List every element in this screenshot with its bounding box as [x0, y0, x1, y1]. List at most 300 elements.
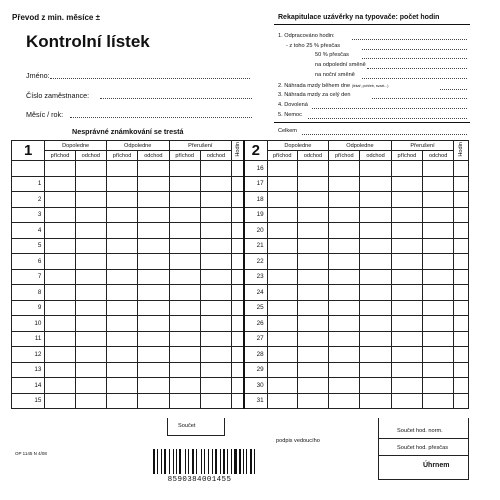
left-time-cell[interactable] [138, 161, 169, 177]
left-time-cell[interactable] [106, 362, 137, 378]
recap-item-daily-compensation-note: (lékař, pohřeb, svazt...) [351, 84, 389, 88]
right-time-cell[interactable] [329, 362, 360, 378]
right-time-cell[interactable] [391, 161, 422, 177]
right-time-cell[interactable] [360, 393, 391, 409]
right-time-cell[interactable] [267, 331, 297, 347]
barcode-bar [196, 449, 197, 474]
barcode-bar [223, 449, 225, 474]
right-time-cell[interactable] [391, 378, 422, 394]
left-time-cell[interactable] [138, 347, 169, 363]
right-time-cell[interactable] [360, 362, 391, 378]
sum-norm-label: Součet hod. norm. [397, 428, 443, 434]
left-time-cell[interactable] [106, 176, 137, 192]
left-time-cell[interactable] [75, 238, 106, 254]
right-day-number: 16 [244, 161, 267, 177]
right-time-cell[interactable] [267, 207, 297, 223]
left-hours-cell[interactable] [232, 223, 245, 239]
right-time-cell[interactable] [329, 285, 360, 301]
left-time-cell[interactable] [75, 378, 106, 394]
right-time-cell[interactable] [423, 269, 454, 285]
right-time-cell[interactable] [423, 161, 454, 177]
warning-text: Nesprávné známkování se trestá [72, 127, 184, 136]
barcode-bar [161, 449, 162, 474]
barcode-bar [227, 449, 228, 474]
left-time-cell[interactable] [169, 362, 200, 378]
left-time-cell[interactable] [45, 254, 75, 270]
left-time-cell[interactable] [169, 285, 200, 301]
totals-box [378, 418, 469, 480]
left-time-cell[interactable] [169, 316, 200, 332]
left-time-cell[interactable] [75, 176, 106, 192]
right-time-cell[interactable] [297, 285, 328, 301]
right-time-cell[interactable] [423, 331, 454, 347]
left-time-cell[interactable] [138, 238, 169, 254]
right-time-cell[interactable] [329, 269, 360, 285]
left-time-cell[interactable] [169, 223, 200, 239]
left-day-number: 7 [12, 269, 45, 285]
left-time-cell[interactable] [200, 161, 231, 177]
right-hours-cell[interactable] [454, 316, 469, 332]
left-time-cell[interactable] [106, 269, 137, 285]
left-time-cell[interactable] [75, 316, 106, 332]
right-time-cell[interactable] [391, 192, 422, 208]
right-hours-cell[interactable] [454, 238, 469, 254]
right-time-cell[interactable] [267, 254, 297, 270]
right-time-cell[interactable] [267, 393, 297, 409]
barcode-bar [234, 449, 237, 474]
barcode-bar [250, 449, 253, 474]
table-row [12, 269, 469, 285]
left-time-cell[interactable] [75, 347, 106, 363]
right-time-cell[interactable] [297, 161, 328, 177]
barcode-bar [188, 449, 189, 474]
right-time-cell[interactable] [329, 316, 360, 332]
left-time-cell[interactable] [200, 285, 231, 301]
table-row [12, 393, 469, 409]
supervisor-signature-label: podpis vedoucího [276, 438, 320, 444]
right-time-cell[interactable] [297, 347, 328, 363]
right-hours-cell[interactable] [454, 207, 469, 223]
right-time-cell[interactable] [391, 207, 422, 223]
right-time-cell[interactable] [423, 316, 454, 332]
right-hours-cell[interactable] [454, 362, 469, 378]
recap-field-overtime-25[interactable] [362, 49, 467, 50]
recap-field-afternoon[interactable] [367, 68, 467, 69]
left-time-cell[interactable] [106, 393, 137, 409]
left-time-cell[interactable] [138, 269, 169, 285]
left-hours-cell[interactable] [232, 300, 245, 316]
right-time-cell[interactable] [267, 362, 297, 378]
right-time-cell[interactable] [391, 269, 422, 285]
left-hours-cell[interactable] [232, 347, 245, 363]
left-time-cell[interactable] [138, 223, 169, 239]
left-time-cell[interactable] [138, 207, 169, 223]
recap-item-afternoon: na odpolední směně [315, 62, 366, 68]
right-time-cell[interactable] [360, 331, 391, 347]
left-time-cell[interactable] [200, 347, 231, 363]
left-time-cell[interactable] [169, 269, 200, 285]
table-row [12, 176, 469, 192]
left-time-cell[interactable] [45, 161, 75, 177]
recap-field-overtime-50[interactable] [362, 58, 467, 59]
right-time-cell[interactable] [297, 269, 328, 285]
left-day-number: 13 [12, 362, 45, 378]
right-hours-cell[interactable] [454, 378, 469, 394]
left-time-cell[interactable] [106, 238, 137, 254]
employee-number-field[interactable] [100, 98, 252, 99]
page-title: Kontrolní lístek [26, 32, 150, 51]
period-label: Měsíc / rok: [26, 110, 64, 119]
right-time-cell[interactable] [423, 285, 454, 301]
left-hours-cell[interactable] [232, 378, 245, 394]
right-time-cell[interactable] [360, 207, 391, 223]
right-time-cell[interactable] [267, 238, 297, 254]
left-time-cell[interactable] [75, 161, 106, 177]
barcode-bar [201, 449, 202, 474]
left-time-cell[interactable] [75, 362, 106, 378]
left-time-cell[interactable] [106, 300, 137, 316]
recap-title: Rekapitulace uzávěrky na typovače: počet hodin [278, 14, 440, 21]
barcode-bar [212, 449, 213, 474]
left-time-cell[interactable] [75, 207, 106, 223]
left-time-cell[interactable] [200, 393, 231, 409]
right-time-cell[interactable] [391, 316, 422, 332]
left-time-cell[interactable] [45, 362, 75, 378]
left-time-cell[interactable] [138, 362, 169, 378]
right-time-cell[interactable] [297, 393, 328, 409]
right-time-cell[interactable] [423, 176, 454, 192]
left-hours-cell[interactable] [232, 285, 245, 301]
sum-overtime-label: Součet hod. přesčas [397, 445, 448, 451]
left-hours-cell[interactable] [232, 393, 245, 409]
right-time-cell[interactable] [297, 300, 328, 316]
right-day-number: 19 [244, 207, 267, 223]
right-hours-cell[interactable] [454, 393, 469, 409]
left-time-cell[interactable] [200, 192, 231, 208]
right-time-cell[interactable] [297, 223, 328, 239]
left-time-cell[interactable] [45, 223, 75, 239]
right-time-cell[interactable] [297, 207, 328, 223]
right-morning-header: Dopoledne [267, 141, 329, 151]
left-time-cell[interactable] [106, 254, 137, 270]
right-time-cell[interactable] [423, 192, 454, 208]
table-row [12, 316, 469, 332]
left-time-cell[interactable] [75, 254, 106, 270]
left-time-cell[interactable] [200, 223, 231, 239]
right-time-cell[interactable] [360, 254, 391, 270]
left-time-cell[interactable] [106, 192, 137, 208]
right-time-cell[interactable] [423, 254, 454, 270]
left-hours-cell[interactable] [232, 207, 245, 223]
right-time-cell[interactable] [297, 378, 328, 394]
right-time-cell[interactable] [423, 300, 454, 316]
right-time-cell[interactable] [391, 300, 422, 316]
left-hours-cell[interactable] [232, 192, 245, 208]
recap-field-vacation[interactable] [312, 108, 467, 109]
right-time-cell[interactable] [267, 378, 297, 394]
left-time-cell[interactable] [138, 254, 169, 270]
left-time-cell[interactable] [45, 285, 75, 301]
left-time-cell[interactable] [138, 192, 169, 208]
left-time-cell[interactable] [169, 347, 200, 363]
recap-field-daily-compensation[interactable] [440, 89, 467, 90]
right-time-cell[interactable] [329, 176, 360, 192]
left-time-cell[interactable] [106, 378, 137, 394]
table-row [12, 223, 469, 239]
period-field[interactable] [70, 117, 252, 118]
right-time-cell[interactable] [297, 238, 328, 254]
sum-box[interactable] [167, 418, 225, 436]
right-time-cell[interactable] [391, 223, 422, 239]
left-time-cell[interactable] [200, 207, 231, 223]
right-day-number: 18 [244, 192, 267, 208]
left-time-cell[interactable] [75, 331, 106, 347]
left-break-header: Přerušení [169, 141, 232, 151]
right-time-cell[interactable] [360, 161, 391, 177]
left-time-cell[interactable] [45, 207, 75, 223]
recap-field-fullday-compensation[interactable] [372, 98, 467, 99]
grand-total-label: Úhrnem [423, 462, 450, 469]
right-time-cell[interactable] [329, 161, 360, 177]
left-time-cell[interactable] [106, 331, 137, 347]
right-time-cell[interactable] [360, 238, 391, 254]
left-time-cell[interactable] [45, 316, 75, 332]
right-day-number: 28 [244, 347, 267, 363]
left-time-cell[interactable] [75, 269, 106, 285]
left-time-cell[interactable] [200, 362, 231, 378]
right-time-cell[interactable] [391, 254, 422, 270]
left-time-cell[interactable] [45, 378, 75, 394]
left-time-cell[interactable] [200, 331, 231, 347]
totals-divider-2 [379, 455, 468, 456]
right-hours-header: Hodin [454, 141, 469, 161]
recap-item-fullday-compensation: 3. Náhrada mzdy za celý den [278, 92, 351, 98]
right-day-number: 26 [244, 316, 267, 332]
right-time-cell[interactable] [391, 331, 422, 347]
left-time-cell[interactable] [200, 254, 231, 270]
recap-field-night[interactable] [362, 78, 467, 79]
left-hours-cell[interactable] [232, 176, 245, 192]
left-time-cell[interactable] [169, 176, 200, 192]
left-time-cell[interactable] [45, 176, 75, 192]
left-time-cell[interactable] [169, 331, 200, 347]
left-hours-cell[interactable] [232, 238, 245, 254]
left-time-cell[interactable] [106, 347, 137, 363]
right-time-cell[interactable] [391, 176, 422, 192]
right-time-cell[interactable] [267, 176, 297, 192]
right-time-cell[interactable] [297, 362, 328, 378]
right-day-number: 31 [244, 393, 267, 409]
right-time-cell[interactable] [391, 238, 422, 254]
left-time-cell[interactable] [75, 192, 106, 208]
right-break-leave: odchod [423, 151, 454, 161]
left-time-cell[interactable] [169, 300, 200, 316]
right-time-cell[interactable] [391, 393, 422, 409]
left-time-cell[interactable] [75, 300, 106, 316]
right-time-cell[interactable] [423, 207, 454, 223]
left-time-cell[interactable] [106, 207, 137, 223]
right-time-cell[interactable] [360, 316, 391, 332]
right-time-cell[interactable] [423, 347, 454, 363]
barcode-bar [185, 449, 186, 474]
right-hours-cell[interactable] [454, 176, 469, 192]
right-time-cell[interactable] [267, 316, 297, 332]
left-time-cell[interactable] [169, 254, 200, 270]
right-time-cell[interactable] [329, 207, 360, 223]
right-time-cell[interactable] [423, 378, 454, 394]
right-time-cell[interactable] [329, 393, 360, 409]
left-time-cell[interactable] [200, 378, 231, 394]
recap-item-vacation: 4. Dovolená [278, 102, 308, 108]
left-time-cell[interactable] [138, 300, 169, 316]
right-time-cell[interactable] [267, 347, 297, 363]
right-time-cell[interactable] [297, 176, 328, 192]
right-time-cell[interactable] [360, 285, 391, 301]
left-time-cell[interactable] [138, 316, 169, 332]
left-hours-cell[interactable] [232, 362, 245, 378]
left-time-cell[interactable] [200, 238, 231, 254]
name-field[interactable] [50, 78, 250, 79]
left-time-cell[interactable] [45, 331, 75, 347]
left-day-number: 8 [12, 285, 45, 301]
right-hours-cell[interactable] [454, 254, 469, 270]
right-time-cell[interactable] [329, 192, 360, 208]
right-time-cell[interactable] [360, 347, 391, 363]
left-time-cell[interactable] [169, 238, 200, 254]
left-time-cell[interactable] [106, 316, 137, 332]
recap-divider [274, 24, 470, 25]
left-time-cell[interactable] [138, 285, 169, 301]
attendance-table [11, 140, 469, 409]
table-row [12, 254, 469, 270]
right-time-cell[interactable] [267, 161, 297, 177]
left-time-cell[interactable] [200, 176, 231, 192]
recap-item-overtime-25: - z toho 25 % přesčas [286, 43, 341, 49]
right-time-cell[interactable] [267, 192, 297, 208]
right-time-cell[interactable] [360, 269, 391, 285]
left-time-cell[interactable] [138, 176, 169, 192]
barcode-bar [246, 449, 248, 474]
left-time-cell[interactable] [169, 207, 200, 223]
recap-field-worked[interactable] [352, 39, 467, 40]
left-hours-cell[interactable] [232, 316, 245, 332]
left-time-cell[interactable] [200, 300, 231, 316]
right-day-number: 29 [244, 362, 267, 378]
right-time-cell[interactable] [391, 362, 422, 378]
right-time-cell[interactable] [423, 223, 454, 239]
left-time-cell[interactable] [45, 238, 75, 254]
right-day-number: 21 [244, 238, 267, 254]
right-hours-cell[interactable] [454, 223, 469, 239]
right-time-cell[interactable] [297, 331, 328, 347]
right-time-cell[interactable] [329, 254, 360, 270]
left-time-cell[interactable] [169, 393, 200, 409]
left-time-cell[interactable] [138, 378, 169, 394]
recap-item-daily-compensation [278, 83, 388, 89]
right-time-cell[interactable] [360, 176, 391, 192]
left-time-cell[interactable] [169, 161, 200, 177]
right-time-cell[interactable] [329, 300, 360, 316]
left-hours-cell[interactable] [232, 269, 245, 285]
right-time-cell[interactable] [423, 362, 454, 378]
left-time-cell[interactable] [106, 223, 137, 239]
left-time-cell[interactable] [106, 285, 137, 301]
left-day-number: 1 [12, 176, 45, 192]
left-break-arrive: příchod [169, 151, 200, 161]
right-hours-cell[interactable] [454, 300, 469, 316]
right-hours-cell[interactable] [454, 192, 469, 208]
right-hours-cell[interactable] [454, 285, 469, 301]
right-time-cell[interactable] [267, 223, 297, 239]
name-label: Jméno: [26, 71, 50, 80]
barcode-number: 8590384001455 [167, 476, 232, 484]
barcode-bar [164, 449, 167, 474]
employee-number-label: Číslo zaměstnance: [26, 91, 90, 100]
left-hours-cell[interactable] [232, 161, 245, 177]
left-time-cell[interactable] [45, 300, 75, 316]
right-time-cell[interactable] [391, 285, 422, 301]
right-hours-cell[interactable] [454, 161, 469, 177]
right-day-number: 27 [244, 331, 267, 347]
left-time-cell[interactable] [200, 269, 231, 285]
right-day-number: 23 [244, 269, 267, 285]
right-time-cell[interactable] [267, 300, 297, 316]
left-hours-cell[interactable] [232, 331, 245, 347]
right-hours-cell[interactable] [454, 331, 469, 347]
left-hours-cell[interactable] [232, 254, 245, 270]
right-time-cell[interactable] [360, 223, 391, 239]
right-time-cell[interactable] [360, 192, 391, 208]
right-time-cell[interactable] [297, 316, 328, 332]
right-time-cell[interactable] [423, 393, 454, 409]
right-hours-cell[interactable] [454, 269, 469, 285]
right-afternoon-header: Odpoledne [329, 141, 392, 151]
left-break-leave: odchod [200, 151, 231, 161]
left-time-cell[interactable] [45, 192, 75, 208]
right-time-cell[interactable] [297, 254, 328, 270]
right-time-cell[interactable] [329, 378, 360, 394]
right-time-cell[interactable] [423, 238, 454, 254]
left-time-cell[interactable] [75, 223, 106, 239]
recap-total-field[interactable] [302, 134, 467, 135]
right-time-cell[interactable] [391, 347, 422, 363]
left-time-cell[interactable] [169, 378, 200, 394]
right-time-cell[interactable] [329, 347, 360, 363]
right-hours-cell[interactable] [454, 347, 469, 363]
right-time-cell[interactable] [267, 285, 297, 301]
left-time-cell[interactable] [200, 316, 231, 332]
right-time-cell[interactable] [329, 238, 360, 254]
right-time-cell[interactable] [329, 331, 360, 347]
left-time-cell[interactable] [45, 393, 75, 409]
left-time-cell[interactable] [75, 285, 106, 301]
left-time-cell[interactable] [106, 161, 137, 177]
left-time-cell[interactable] [75, 393, 106, 409]
left-time-cell[interactable] [169, 192, 200, 208]
right-time-cell[interactable] [360, 378, 391, 394]
recap-sum-line [274, 122, 470, 123]
left-time-cell[interactable] [45, 347, 75, 363]
left-time-cell[interactable] [138, 331, 169, 347]
left-time-cell[interactable] [138, 393, 169, 409]
right-time-cell[interactable] [267, 269, 297, 285]
right-time-cell[interactable] [360, 300, 391, 316]
recap-field-sick[interactable] [308, 118, 467, 119]
right-time-cell[interactable] [329, 223, 360, 239]
left-time-cell[interactable] [45, 269, 75, 285]
right-afternoon-arrive: příchod [329, 151, 360, 161]
right-time-cell[interactable] [297, 192, 328, 208]
